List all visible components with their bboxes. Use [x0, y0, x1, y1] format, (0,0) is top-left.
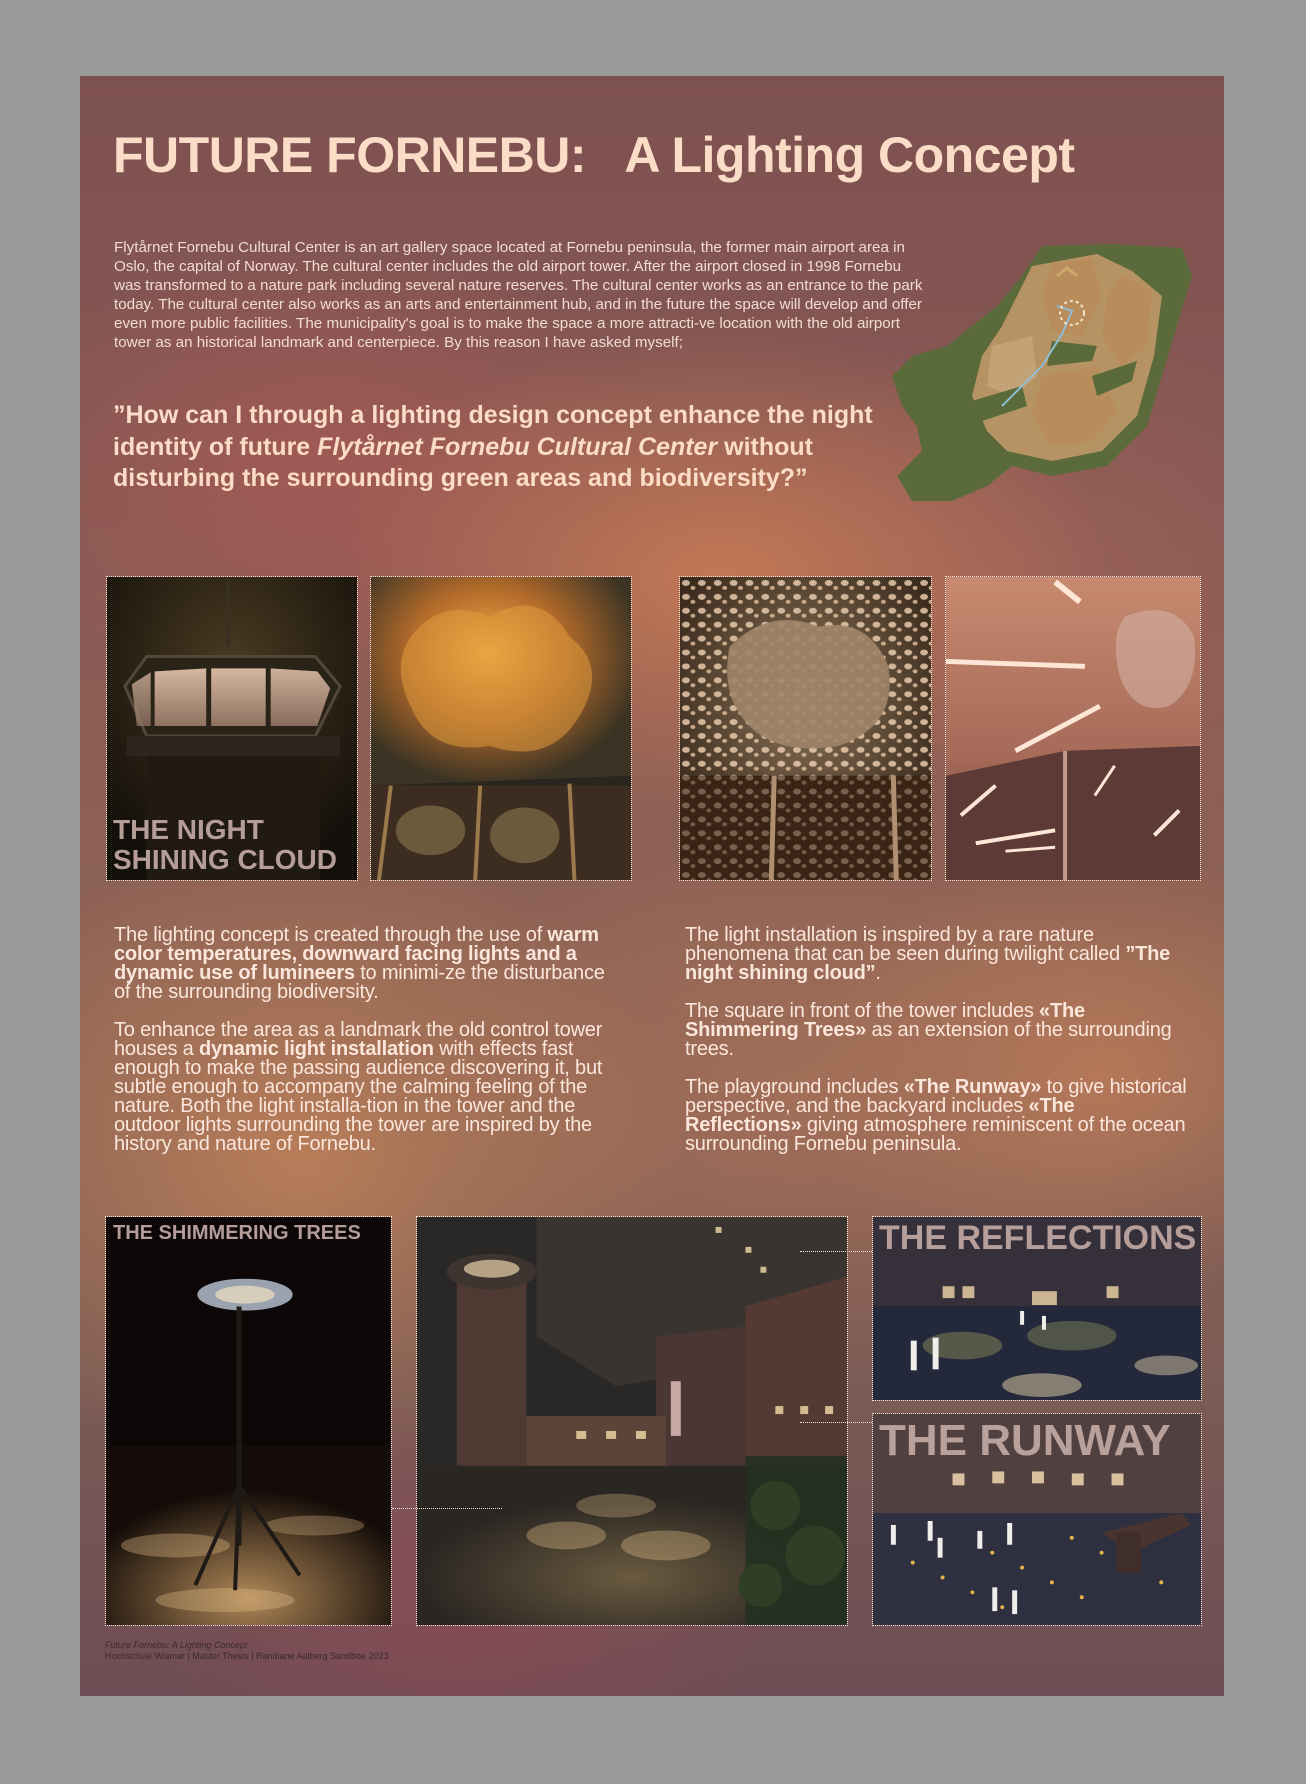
right-p3-bold-1: «The Runway» [903, 1076, 1042, 1098]
question-italic: Flytårnet Fornebu Cultural Center [317, 432, 718, 461]
label-night-shining-cloud: THE NIGHT SHINING CLOUD [113, 814, 337, 875]
left-text-block [114, 926, 619, 1173]
connector-trees [392, 1508, 502, 1509]
connector-reflections [800, 1251, 872, 1252]
footer-title: Future Fornebu: A Lighting Concept [105, 1640, 248, 1650]
footer-credits: Hochschule Wismar | Master Thesis | Randiane Aalberg Sandboe 2023 [105, 1651, 389, 1661]
photo-light-lines [945, 576, 1201, 881]
render-reflections [872, 1216, 1202, 1401]
right-p1-bold: ”The night shining cloud” [685, 943, 1171, 984]
question-part-1: ”How can I through a lighting design concept enhance the night identity of future [113, 401, 873, 461]
left-p1-text-end: to minimi-ze the disturbance of the surrounding biodiversity. [114, 962, 605, 1003]
right-paragraph-1 [685, 926, 1190, 983]
research-question [113, 400, 873, 495]
photo-cloud-installation [370, 576, 632, 881]
question-part-2: without disturbing the surrounding green areas and biodiversity?” [113, 432, 814, 492]
left-p2-text-end: with effects fast enough to make the passing audience discovering it, but subtle enough to accompany the calming feeling of the nature. Both the light installa-tion in the tower and the outdoor lights surrounding the tower are inspired by the history and nature of Fornebu. [114, 1038, 603, 1155]
footer [105, 1640, 389, 1662]
left-paragraph-2 [114, 1021, 619, 1154]
right-p3-bold-2: «The Reflections» [685, 1095, 1075, 1136]
connector-runway [800, 1422, 872, 1423]
left-p1-text: The lighting concept is created through the use of [114, 924, 548, 946]
label-runway: THE RUNWAY [879, 1416, 1171, 1465]
right-p3-text: The playground includes [685, 1076, 904, 1098]
left-p1-bold: warm color temperatures, downward facing lights and a dynamic use of lumineers [114, 924, 599, 984]
right-paragraph-3 [685, 1078, 1190, 1154]
left-paragraph-1 [114, 926, 619, 1002]
label-shimmering-trees: THE SHIMMERING TREES [113, 1222, 361, 1244]
photo-shimmering-trees [105, 1216, 392, 1626]
photo-dappled-ceiling [679, 576, 932, 881]
right-text-block [685, 926, 1190, 1173]
right-p1-text-end: . [875, 962, 881, 984]
poster [80, 76, 1224, 1696]
intro-paragraph: Flytårnet Fornebu Cultural Center is an art gallery space located at Fornebu peninsula, the former main airport area in Oslo, the capital of Norway. The cultural center includes the old airport tower. After the airport closed in 1998 Fornebu was transformed to a nature park including several nature reserves. The cultural center works as an entrance to the park today. The cultural center also works as an arts and entertainment hub, and in the future the space will develop and offer even more public facilities. The municipality's goal is to make the space a more attracti-ve location with the old airport tower as an historical landmark and centerpiece. By this reason I have asked myself; [114, 239, 923, 351]
left-p2-bold: dynamic light installation [198, 1038, 434, 1060]
label-reflections: THE REFLECTIONS [879, 1219, 1197, 1257]
right-p2-text: The square in front of the tower includes [685, 1000, 1040, 1022]
left-p2-text: To enhance the area as a landmark the old control tower houses a [114, 1019, 603, 1060]
fornebu-map [892, 236, 1197, 511]
right-paragraph-2 [685, 1002, 1190, 1059]
render-runway [872, 1413, 1202, 1626]
right-p3-text-end: giving atmosphere reminiscent of the ocean surrounding Fornebu peninsula. [685, 1114, 1186, 1155]
right-p2-bold: «The Shimmering Trees» [685, 1000, 1085, 1041]
map-graphic [892, 236, 1197, 511]
render-tower-aerial [416, 1216, 848, 1626]
right-p3-text-mid: to give historical perspective, and the backyard includes [685, 1076, 1187, 1117]
right-p1-text: The light installation is inspired by a rare nature phenomena that can be seen during twilight called [685, 924, 1126, 965]
right-p2-text-end: as an extension of the surrounding trees. [685, 1019, 1172, 1060]
photo-tower-night [106, 576, 358, 881]
poster-title: FUTURE FORNEBU: A Lighting Concept [113, 127, 1075, 183]
